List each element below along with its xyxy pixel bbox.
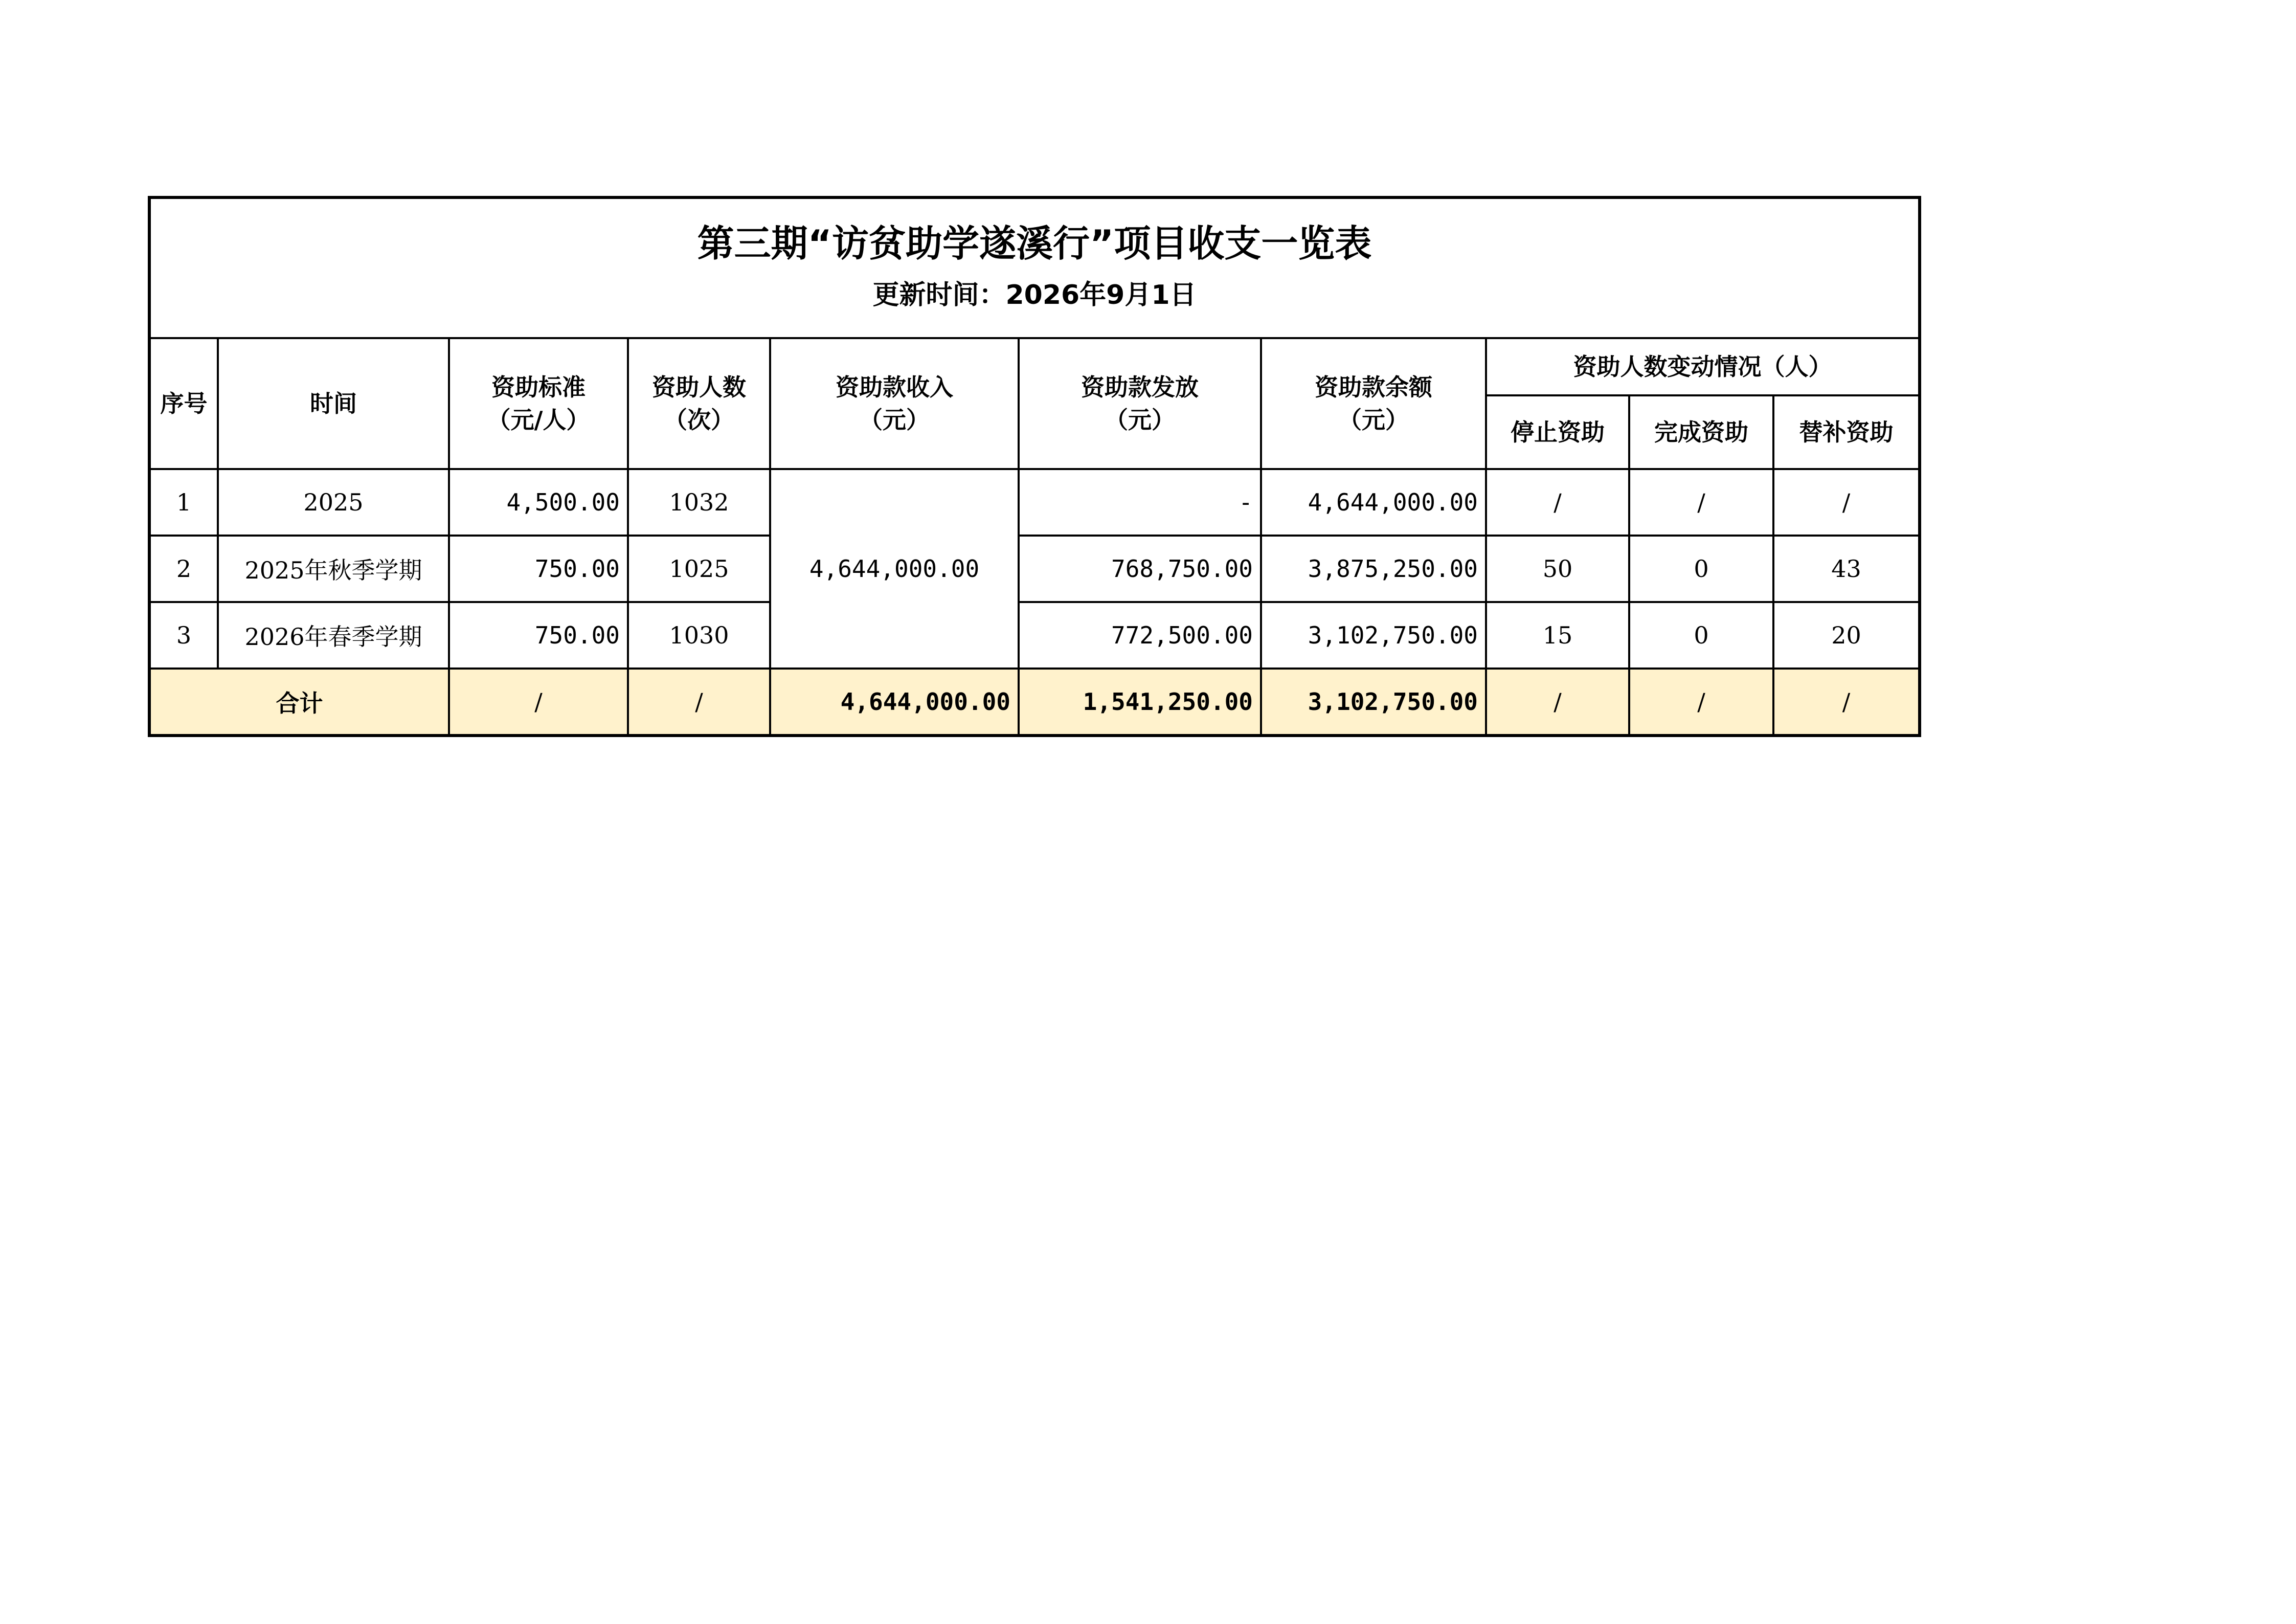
cell-balance: 4,644,000.00 (1261, 469, 1486, 536)
table-row (149, 602, 1920, 669)
total-stopped: / (1486, 669, 1629, 736)
cell-replaced: 43 (1773, 536, 1920, 602)
cell-time: 2025年秋季学期 (218, 536, 449, 602)
cell-disbursed: 768,750.00 (1019, 536, 1261, 602)
total-standard: / (449, 669, 628, 736)
header-balance-line2: （元） (1338, 406, 1409, 434)
cell-standard: 4,500.00 (449, 469, 628, 536)
header-balance-line1: 资助款余额 (1315, 373, 1432, 401)
cell-seq: 1 (149, 469, 218, 536)
cell-count: 1032 (628, 469, 770, 536)
header-count (628, 338, 770, 469)
total-label: 合计 (149, 669, 449, 736)
cell-stopped: 50 (1486, 536, 1629, 602)
cell-count: 1030 (628, 602, 770, 669)
cell-count: 1025 (628, 536, 770, 602)
header-balance (1261, 338, 1486, 469)
header-standard-line1: 资助标准 (491, 373, 586, 401)
header-income (770, 338, 1019, 469)
header-income-line1: 资助款收入 (836, 373, 953, 401)
header-time: 时间 (218, 338, 449, 469)
cell-seq: 3 (149, 602, 218, 669)
header-income-line2: （元） (859, 406, 930, 434)
cell-replaced: / (1773, 469, 1920, 536)
update-time: 更新时间：2026年9月1日 (872, 279, 1197, 310)
header-standard (449, 338, 628, 469)
cell-seq: 2 (149, 536, 218, 602)
header-seq: 序号 (149, 338, 218, 469)
header-count-line1: 资助人数 (652, 373, 746, 401)
total-income: 4,644,000.00 (770, 669, 1019, 736)
total-count: / (628, 669, 770, 736)
total-completed: / (1629, 669, 1773, 736)
header-replaced: 替补资助 (1773, 395, 1920, 469)
header-stopped: 停止资助 (1486, 395, 1629, 469)
header-count-line2: （次） (664, 406, 734, 434)
table-row (149, 536, 1920, 602)
title-row (149, 197, 1920, 338)
cell-stopped: / (1486, 469, 1629, 536)
cell-disbursed: - (1019, 469, 1261, 536)
total-disbursed: 1,541,250.00 (1019, 669, 1261, 736)
spreadsheet-area (148, 196, 1921, 737)
total-replaced: / (1773, 669, 1920, 736)
cell-income-merged: 4,644,000.00 (770, 469, 1019, 669)
header-standard-line2: （元/人） (487, 406, 590, 434)
header-completed: 完成资助 (1629, 395, 1773, 469)
header-disbursed-line2: （元） (1105, 406, 1175, 434)
cell-balance: 3,875,250.00 (1261, 536, 1486, 602)
total-balance: 3,102,750.00 (1261, 669, 1486, 736)
cell-time: 2026年春季学期 (218, 602, 449, 669)
income-expense-table (148, 196, 1921, 737)
cell-completed: / (1629, 469, 1773, 536)
table-row (149, 469, 1920, 536)
table-title: 第三期“访贫助学遂溪行”项目收支一览表 (697, 221, 1372, 265)
total-row (149, 669, 1920, 736)
header-disbursed-line1: 资助款发放 (1081, 373, 1199, 401)
cell-balance: 3,102,750.00 (1261, 602, 1486, 669)
title-cell (149, 197, 1920, 338)
cell-stopped: 15 (1486, 602, 1629, 669)
cell-replaced: 20 (1773, 602, 1920, 669)
cell-standard: 750.00 (449, 536, 628, 602)
cell-disbursed: 772,500.00 (1019, 602, 1261, 669)
header-row-1 (149, 338, 1920, 395)
cell-standard: 750.00 (449, 602, 628, 669)
cell-completed: 0 (1629, 602, 1773, 669)
cell-completed: 0 (1629, 536, 1773, 602)
cell-time: 2025 (218, 469, 449, 536)
header-disbursed (1019, 338, 1261, 469)
header-change-group: 资助人数变动情况（人） (1486, 338, 1920, 395)
